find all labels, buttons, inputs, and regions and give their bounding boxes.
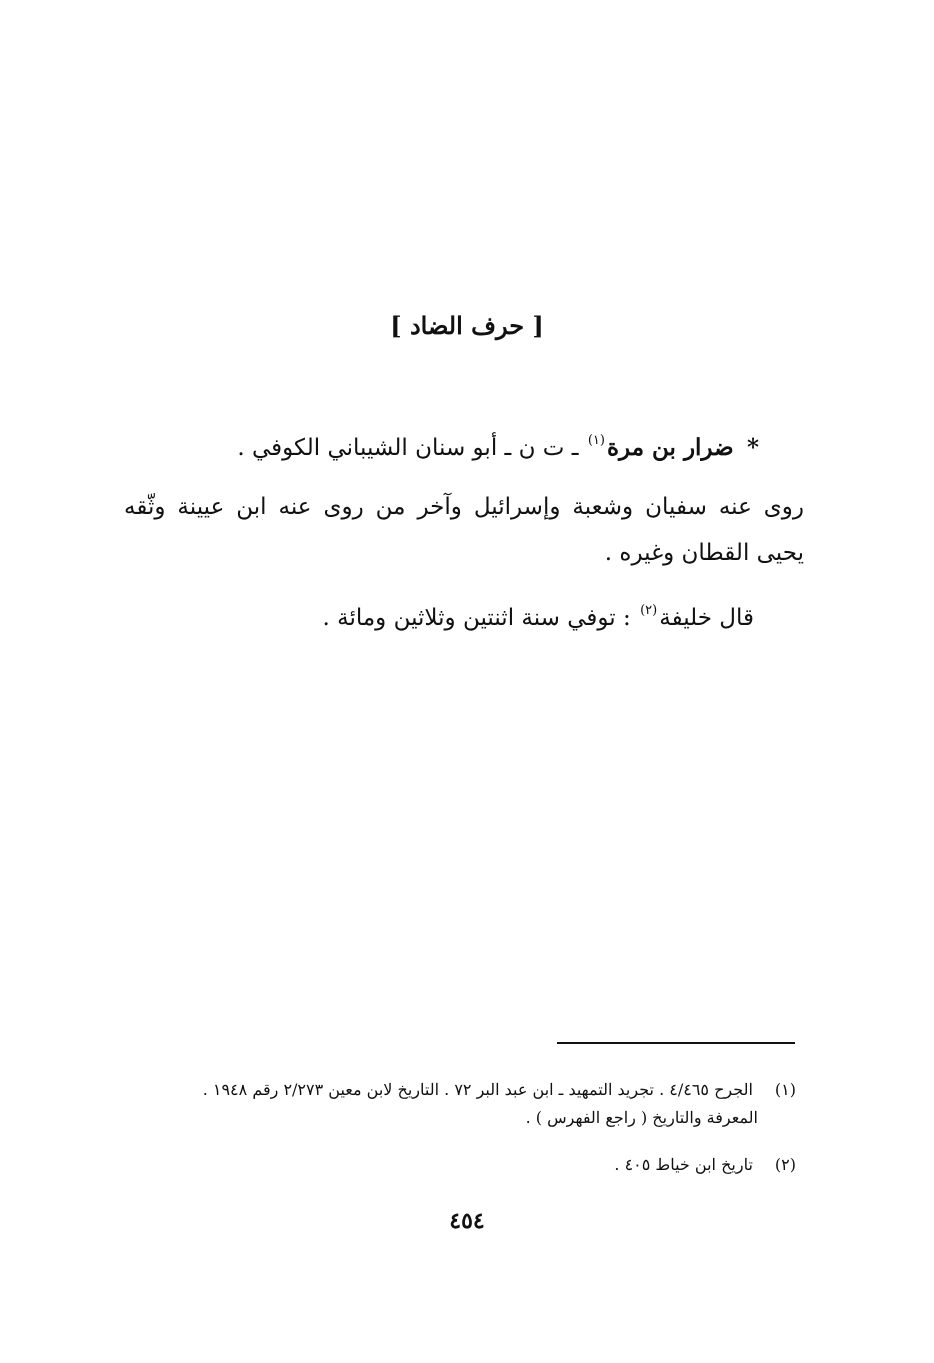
footnote-text: تاريخ ابن خياط ٤٠٥ . bbox=[614, 1155, 753, 1174]
footnote-text: الجرح ٤/٤٦٥ . تجريد التمهيد ـ ابن عبد البر ٧٢ . التاريخ لابن معين ٢/٢٧٣ رقم ١٩٤٨ . bbox=[202, 1080, 753, 1099]
footnote-number: (١) bbox=[774, 1080, 796, 1099]
footnote-divider bbox=[557, 1042, 795, 1044]
death-note-prefix: قال خليفة bbox=[659, 605, 754, 631]
page-number: ٤٥٤ bbox=[449, 1208, 485, 1234]
chapter-heading: [ حرف الضاد ] bbox=[390, 311, 544, 340]
footnote-2 bbox=[116, 1151, 796, 1179]
entry-bullet: * bbox=[746, 434, 759, 461]
footnote-ref-2: (٢) bbox=[640, 603, 658, 618]
entry-name: ضرار بن مرة bbox=[606, 434, 734, 461]
footnote-text-continued: المعرفة والتاريخ ( راجع الفهرس ) . bbox=[525, 1108, 758, 1127]
entry-heading bbox=[119, 423, 759, 466]
death-note-text: : توفي سنة اثنتين وثلاثين ومائة . bbox=[322, 605, 631, 631]
entry-details: ـ ت ن ـ أبو سنان الشيباني الكوفي . bbox=[237, 435, 579, 461]
footnote-1 bbox=[116, 1076, 796, 1132]
death-note bbox=[154, 593, 754, 636]
footnote-number: (٢) bbox=[774, 1155, 796, 1174]
narrators-paragraph: روى عنه سفيان وشعبة وإسرائيل وآخر من روى عنه ابن عيينة وثّقه يحيى القطان وغيره . bbox=[124, 494, 804, 566]
footnote-ref-1: (١) bbox=[587, 433, 605, 448]
